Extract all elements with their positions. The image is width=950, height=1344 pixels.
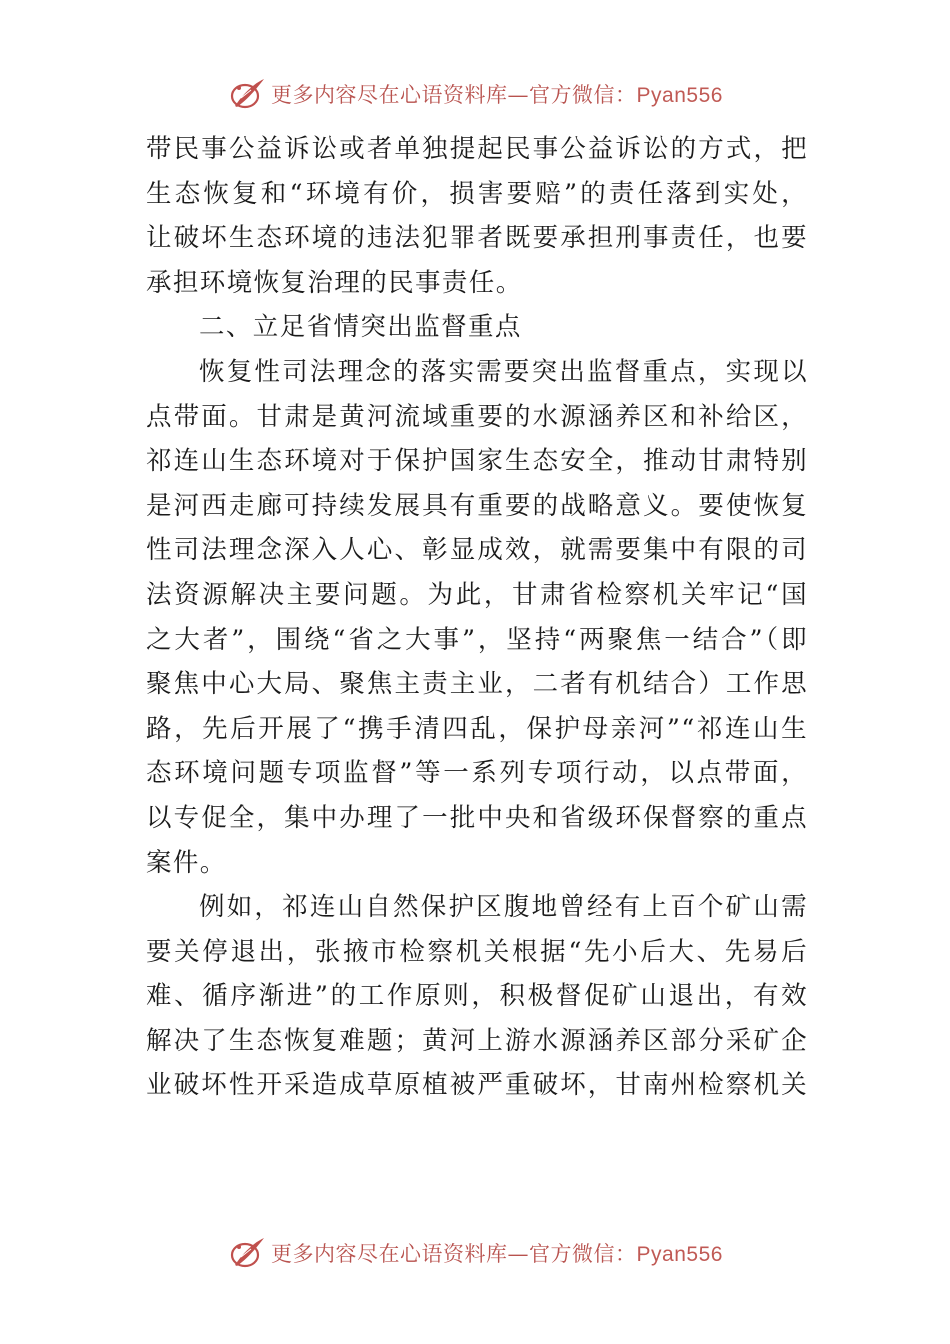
footer-banner-id: Pyan556 [636,1243,723,1266]
body-line: 恢复性司法理念的落实需要突出监督重点，实现以 [199,356,808,387]
body-line: 难、循序渐进”的工作原则，积极督促矿山退出，有效 [146,981,808,1012]
body-line: 让破坏生态环境的违法犯罪者既要承担刑事责任，也要 [146,223,808,254]
quill-logo-icon [227,76,267,112]
body-line: 祁连山生态环境对于保护国家生态安全，推动甘肃特别 [146,446,808,477]
body-line: 点带面。甘肃是黄河流域重要的水源涵养区和补给区， [146,401,808,432]
header-watermark [0,74,950,114]
body-line: 是河西走廊可持续发展具有重要的战略意义。要使恢复 [146,490,808,521]
body-line: 要关停退出，张掖市检察机关根据“先小后大、先易后 [146,936,808,967]
header-banner-text: 更多内容尽在心语资料库—官方微信：Pyan556 [271,83,723,107]
body-line: 例如，祁连山自然保护区腹地曾经有上百个矿山需 [199,892,808,923]
quill-logo-icon [227,1235,267,1271]
footer-banner-text: 更多内容尽在心语资料库—官方微信：Pyan556 [271,1242,723,1266]
body-line: 法资源解决主要问题。为此，甘肃省检察机关牢记“国 [146,579,808,610]
body-line: 解决了生态恢复难题；黄河上游水源涵养区部分采矿企 [146,1025,808,1056]
body-line: 态环境问题专项监督”等一系列专项行动，以点带面， [146,758,808,789]
body-line: 以专促全，集中办理了一批中央和省级环保督察的重点 [146,802,808,833]
body-line: 之大者”，围绕“省之大事”，坚持“两聚焦一结合”（即 [146,624,808,655]
body-line: 业破坏性开采造成草原植被严重破坏，甘南州检察机关 [146,1070,808,1101]
section-heading: 二、立足省情突出监督重点 [199,312,522,343]
body-line: 带民事公益诉讼或者单独提起民事公益诉讼的方式，把 [146,134,808,164]
body-line: 生态恢复和“环境有价，损害要赔”的责任落到实处， [146,178,808,209]
body-line: 路，先后开展了“携手清四乱，保护母亲河”“祁连山生 [146,713,808,744]
footer-watermark [0,1233,950,1273]
body-line: 聚焦中心大局、聚焦主责主业，二者有机结合）工作思 [146,669,808,700]
body-line: 性司法理念深入人心、彰显成效，就需要集中有限的司 [146,535,808,566]
document-body [146,127,808,1108]
body-line: 案件。 [146,847,227,878]
body-line: 承担环境恢复治理的民事责任。 [146,267,523,298]
header-banner-id: Pyan556 [636,84,723,107]
